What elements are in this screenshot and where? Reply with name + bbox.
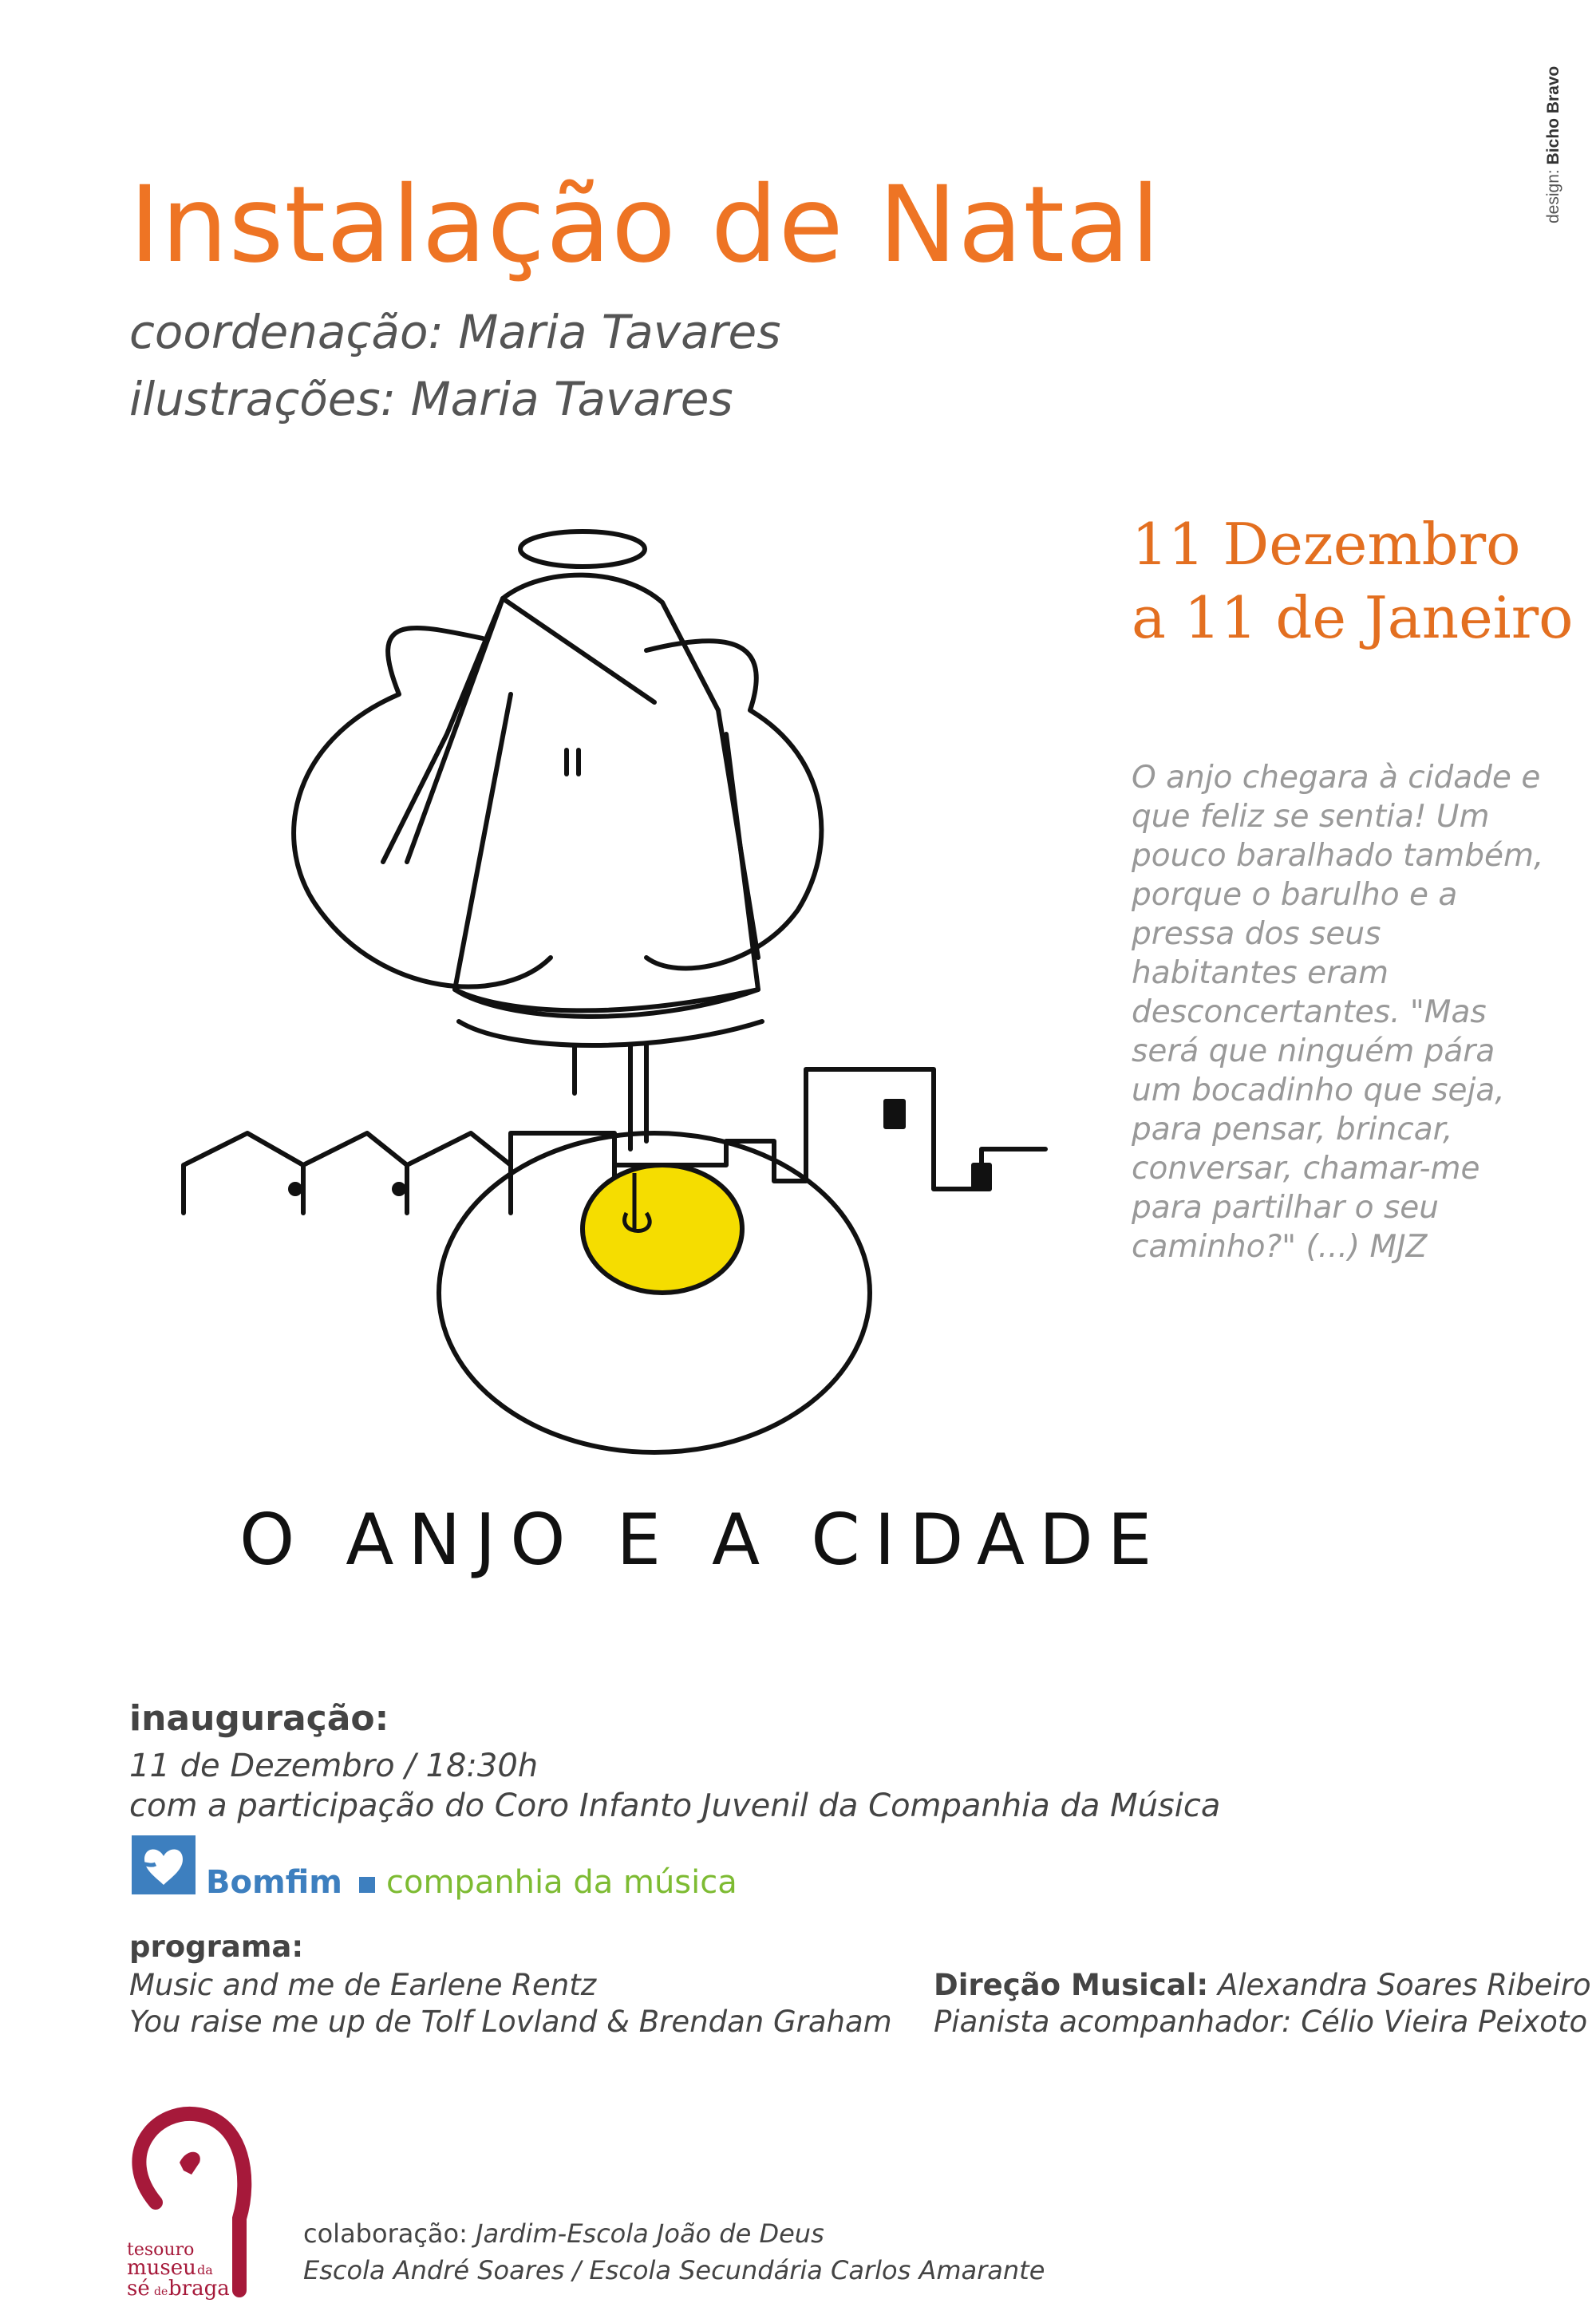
musical-direction bbox=[934, 1968, 1591, 2002]
credit-name: Bicho Bravo bbox=[1544, 65, 1562, 165]
museum-logo-line3c: braga bbox=[168, 2277, 230, 2301]
collaboration-label: colaboração: bbox=[303, 2218, 468, 2249]
museum-logo bbox=[124, 2107, 251, 2306]
halo bbox=[520, 531, 645, 567]
bomfim-subtitle: companhia da música bbox=[386, 1864, 737, 1901]
heart-logo-icon bbox=[132, 1835, 196, 1894]
collaboration-schools-2: Escola André Soares / Escola Secundária Carlos Amarante bbox=[303, 2255, 1045, 2285]
angel-city-illustration bbox=[168, 511, 1167, 1628]
program-item: Music and me de Earlene Rentz bbox=[129, 1968, 597, 2002]
pianist-line: Pianista acompanhador: Célio Vieira Peixoto bbox=[934, 2005, 1588, 2039]
collaboration-school-1: Jardim-Escola João de Deus bbox=[476, 2218, 824, 2249]
direction-label: Direção Musical: bbox=[934, 1968, 1209, 2002]
program-label: programa: bbox=[129, 1930, 304, 1964]
museum-logo-line3b: de bbox=[154, 2285, 168, 2298]
credit-prefix: design: bbox=[1544, 164, 1562, 223]
direction-name: Alexandra Soares Ribeiro bbox=[1217, 1968, 1591, 2002]
angel-body bbox=[383, 598, 758, 958]
collaboration-line-1 bbox=[303, 2218, 824, 2249]
museum-logo-line3a: sé bbox=[127, 2277, 150, 2301]
design-credit bbox=[1544, 0, 1563, 223]
poster-title: Instalação de Natal bbox=[129, 164, 1161, 286]
illustrations-line: ilustrações: Maria Tavares bbox=[129, 372, 733, 426]
museum-logo-line2: museu bbox=[127, 2256, 196, 2280]
left-wing bbox=[294, 628, 551, 987]
collaboration-line-2 bbox=[303, 2255, 1045, 2285]
illustration-caption: O ANJO E A CIDADE bbox=[239, 1499, 1167, 1581]
inauguration-date: 11 de Dezembro / 18:30h bbox=[129, 1748, 539, 1784]
story-quote: O anjo chegara à cidade e que feliz se sentia! Um pouco baralhado também, porque o barulho e a pressa dos seus habitantes eram desconcertantes. "Mas será que ninguém pára um bocadinho que seja, para pensar, brincar, conversar, chamar-me para partilhar o seu caminho?" (...) MJZ bbox=[1132, 760, 1544, 1265]
bomfim-name: Bomfim bbox=[206, 1864, 342, 1901]
sun bbox=[583, 1165, 742, 1293]
inauguration-label: inauguração: bbox=[129, 1698, 389, 1739]
inauguration-participation: com a participação do Coro Infanto Juvenil da Companhia da Música bbox=[129, 1788, 1221, 1824]
bomfim-separator bbox=[359, 1877, 375, 1893]
coordination-line: coordenação: Maria Tavares bbox=[129, 305, 781, 359]
date-range-end: a 11 de Janeiro bbox=[1132, 584, 1574, 651]
museum-logo-line2b: da bbox=[197, 2262, 213, 2277]
museum-logo-line1: tesouro bbox=[127, 2240, 195, 2260]
program-item: You raise me up de Tolf Lovland & Brendan Graham bbox=[129, 2005, 892, 2039]
date-range-start: 11 Dezembro bbox=[1132, 511, 1521, 578]
